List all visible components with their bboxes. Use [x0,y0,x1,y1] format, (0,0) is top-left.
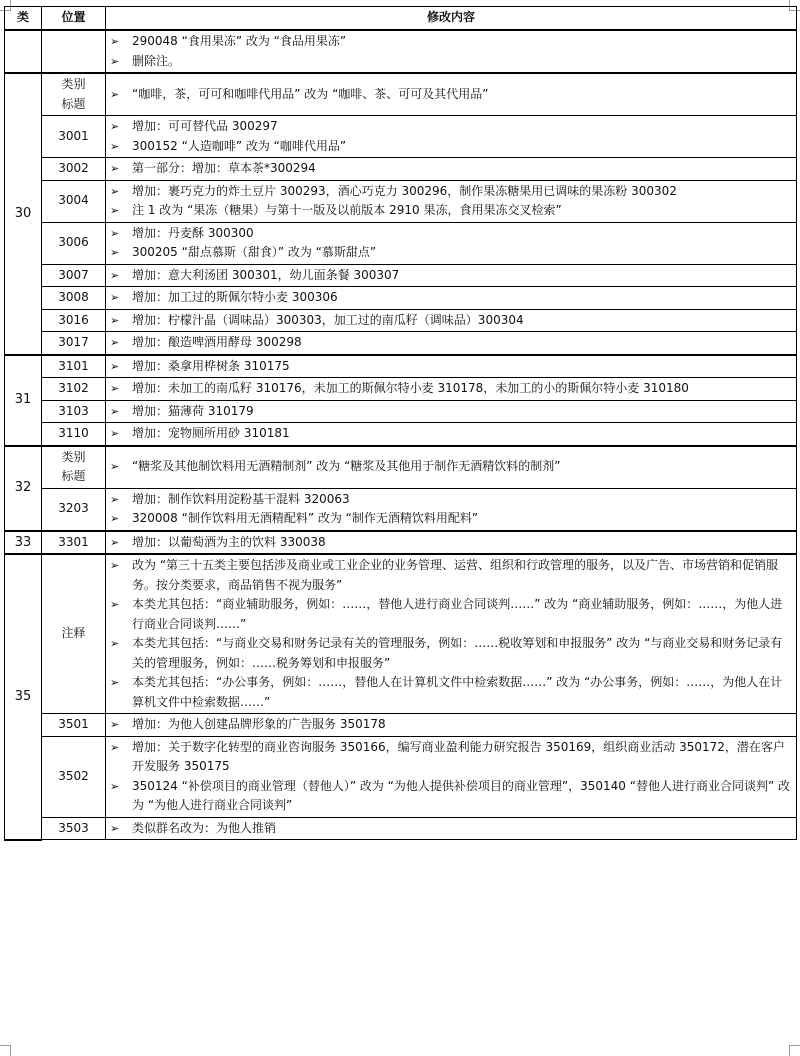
arrow-bullet-icon: ➢ [110,779,120,793]
arrow-bullet-icon: ➢ [110,359,120,373]
list-item [110,379,792,399]
item-text: 增加：宠物厕所用砂 310181 [132,426,290,440]
position-cell: 3101 [42,355,106,378]
class-number-cell [5,30,42,73]
table-row [5,309,797,332]
arrow-bullet-icon: ➢ [110,204,120,217]
content-cell [106,73,797,116]
position-cell: 3016 [42,309,106,332]
item-text: 增加：未加工的南瓜籽 310176，未加工的斯佩尔特小麦 310178，未加工的小的斯佩尔特小麦 310180 [132,381,689,395]
arrow-bullet-icon: ➢ [110,87,120,101]
arrow-bullet-icon: ➢ [110,313,120,327]
amendment-table [4,6,797,841]
crop-mark-bottom-right [789,1045,800,1056]
position-cell: 3006 [42,222,106,264]
list-item [110,201,792,221]
table-row [5,531,797,555]
item-text: 增加：为他人创建品牌形象的广告服务 350178 [132,717,386,731]
position-cell: 3007 [42,264,106,287]
arrow-bullet-icon: ➢ [110,382,120,395]
arrow-bullet-icon: ➢ [110,162,120,175]
position-cell: 3001 [42,116,106,158]
position-cell: 3008 [42,287,106,310]
arrow-bullet-icon: ➢ [110,718,120,731]
position-cell: 3002 [42,158,106,181]
table-row [5,817,797,840]
item-text: 第一部分：增加：草本茶*300294 [132,161,316,175]
item-text: 增加：酿造啤酒用酵母 300298 [132,335,302,349]
item-text: 增加：以葡萄酒为主的饮料 330038 [132,534,326,549]
item-text: 增加：可可替代品 300297 [132,119,278,133]
list-item [110,777,792,816]
list-item [110,224,792,244]
list-item [110,533,792,553]
position-cell: 3004 [42,180,106,222]
position-cell: 3301 [42,531,106,555]
content-cell [106,264,797,287]
list-item [110,357,792,377]
header-class: 类 [5,7,42,31]
content-cell [106,158,797,181]
table-header-row [5,7,797,31]
table-row [5,736,797,817]
item-text: 增加：柠檬汁晶（调味品）300303，加工过的南瓜籽（调味品）300304 [132,312,524,327]
arrow-bullet-icon: ➢ [110,512,120,525]
content-cell [106,714,797,737]
table-row [5,400,797,423]
arrow-bullet-icon: ➢ [110,120,120,133]
item-text: 350124 “补偿项目的商业管理（替他人）” 改为 “为他人提供补偿项目的商业管理”，350140 “替他人进行商业合同谈判” 改为 “为他人进行商业合同谈判” [132,778,790,812]
document-page [4,6,796,841]
content-cell [106,817,797,840]
table-row [5,264,797,287]
table-row [5,554,797,714]
list-item [110,52,792,72]
position-cell: 3017 [42,332,106,355]
list-item [110,117,792,137]
item-text: 改为 “第三十五类主要包括涉及商业或工业企业的业务管理、运营、组织和行政管理的服务，以及广告、市场营销和促销服务。按分类要求，商品销售不视为服务” [132,558,779,592]
item-text: 本类尤其包括：“与商业交易和财务记录有关的管理服务，例如：……税收筹划和申报服务” 改为 “与商业交易和财务记录有关的管理服务，例如：……税务筹划和申报服务” [132,636,783,670]
position-cell: 3203 [42,488,106,531]
list-item [110,738,792,777]
content-cell [106,355,797,378]
table-row [5,378,797,401]
content-cell [106,400,797,423]
item-text: 类似群名改为：为他人推销 [132,820,277,835]
content-cell [106,531,797,555]
list-item [110,595,792,634]
item-text: 300152 “人造咖啡” 改为 “咖啡代用品” [132,138,347,153]
class-number-cell: 32 [5,446,42,531]
list-item [110,673,792,712]
list-item [110,634,792,673]
arrow-bullet-icon: ➢ [110,427,120,440]
item-text: 删除注。 [132,53,181,68]
arrow-bullet-icon: ➢ [110,246,120,259]
position-cell: 3110 [42,423,106,446]
arrow-bullet-icon: ➢ [110,54,120,68]
content-cell [106,287,797,310]
item-text: 增加：桑拿用桦树条 310175 [132,358,290,373]
class-number-cell: 31 [5,355,42,446]
list-item [110,490,792,510]
list-item [110,32,792,52]
position-cell: 3503 [42,817,106,840]
list-item [110,424,792,444]
crop-mark-bottom-left [0,1045,11,1056]
list-item [110,137,792,157]
arrow-bullet-icon: ➢ [110,35,120,48]
item-text: 290048 “食用果冻” 改为 “食品用果冻” [132,34,347,48]
list-item [110,311,792,331]
list-item [110,333,792,353]
content-cell [106,554,797,714]
header-content: 修改内容 [106,7,797,31]
arrow-bullet-icon: ➢ [110,676,120,689]
content-cell [106,222,797,264]
item-text: 本类尤其包括：“办公事务，例如：……，替他人在计算机文件中检索数据……” 改为 “办公事务，例如：……，为他人在计算机文件中检索数据……” [132,675,783,709]
item-text: 增加：加工过的斯佩尔特小麦 300306 [132,290,338,304]
table-row [5,158,797,181]
item-text: 增加：猫薄荷 310179 [132,403,254,418]
arrow-bullet-icon: ➢ [110,535,120,549]
table-row [5,423,797,446]
table-row [5,116,797,158]
class-number-cell: 30 [5,73,42,355]
item-text: 增加：意大利汤团 300301，幼儿面条餐 300307 [132,267,400,282]
content-cell [106,446,797,489]
arrow-bullet-icon: ➢ [110,336,120,349]
table-row [5,30,797,73]
content-cell [106,309,797,332]
content-cell [106,488,797,531]
arrow-bullet-icon: ➢ [110,291,120,304]
arrow-bullet-icon: ➢ [110,404,120,418]
content-cell [106,736,797,817]
item-text: 本类尤其包括：“商业辅助服务，例如：……，替他人进行商业合同谈判……” 改为 “商业辅助服务，例如：……，为他人进行商业合同谈判……” [132,597,783,631]
table-row [5,180,797,222]
position-cell: 注释 [42,554,106,714]
list-item [110,288,792,308]
table-row [5,446,797,489]
content-cell [106,423,797,446]
arrow-bullet-icon: ➢ [110,559,120,572]
content-cell [106,378,797,401]
list-item [110,182,792,202]
list-item [110,402,792,422]
position-cell: 3502 [42,736,106,817]
table-row [5,332,797,355]
list-item [110,509,792,529]
position-cell: 类别 标题 [42,446,106,489]
item-text: 注 1 改为 “果冻（糖果）与第十一版及以前版本 2910 果冻，食用果冻交叉检索” [132,203,562,217]
position-cell: 类别 标题 [42,73,106,116]
arrow-bullet-icon: ➢ [110,268,120,282]
header-position: 位置 [42,7,106,31]
content-cell [106,180,797,222]
list-item [110,819,792,839]
item-text: “咖啡，茶，可可和咖啡代用品” 改为 “咖啡、茶、可可及其代用品” [132,86,489,101]
table-row [5,355,797,378]
item-text: “糖浆及其他制饮料用无酒精制剂” 改为 “糖浆及其他用于制作无酒精饮料的制剂” [132,459,561,474]
position-cell: 3102 [42,378,106,401]
list-item [110,715,792,735]
class-number-cell: 35 [5,554,42,840]
item-text: 增加：制作饮料用淀粉基干混料 320063 [132,491,350,506]
content-cell [106,332,797,355]
list-item [110,556,792,595]
item-text: 增加：丹麦酥 300300 [132,225,254,240]
arrow-bullet-icon: ➢ [110,598,120,611]
arrow-bullet-icon: ➢ [110,184,120,198]
list-item [110,159,792,179]
table-row [5,488,797,531]
class-number-cell: 33 [5,531,42,555]
arrow-bullet-icon: ➢ [110,740,120,754]
arrow-bullet-icon: ➢ [110,637,120,650]
table-row [5,287,797,310]
position-cell [42,30,106,73]
list-item [110,266,792,286]
list-item [110,457,792,477]
position-cell: 3501 [42,714,106,737]
item-text: 增加：关于数字化转型的商业咨询服务 350166，编写商业盈利能力研究报告 350169，组织商业活动 350172，潜在客户开发服务 350175 [132,739,785,773]
arrow-bullet-icon: ➢ [110,226,120,240]
list-item [110,243,792,263]
list-item [110,85,792,105]
arrow-bullet-icon: ➢ [110,492,120,506]
table-body [5,30,797,840]
item-text: 增加：裹巧克力的炸土豆片 300293，酒心巧克力 300296，制作果冻糖果用已调味的果冻粉 300302 [132,183,677,198]
arrow-bullet-icon: ➢ [110,460,120,474]
table-row [5,222,797,264]
table-row [5,714,797,737]
content-cell [106,30,797,73]
table-row [5,73,797,116]
item-text: 320008 “制作饮料用无酒精配料” 改为 “制作无酒精饮料用配料” [132,511,479,525]
position-cell: 3103 [42,400,106,423]
item-text: 300205 “甜点慕斯（甜食）” 改为 “慕斯甜点” [132,245,377,259]
arrow-bullet-icon: ➢ [110,139,120,153]
content-cell [106,116,797,158]
arrow-bullet-icon: ➢ [110,821,120,835]
